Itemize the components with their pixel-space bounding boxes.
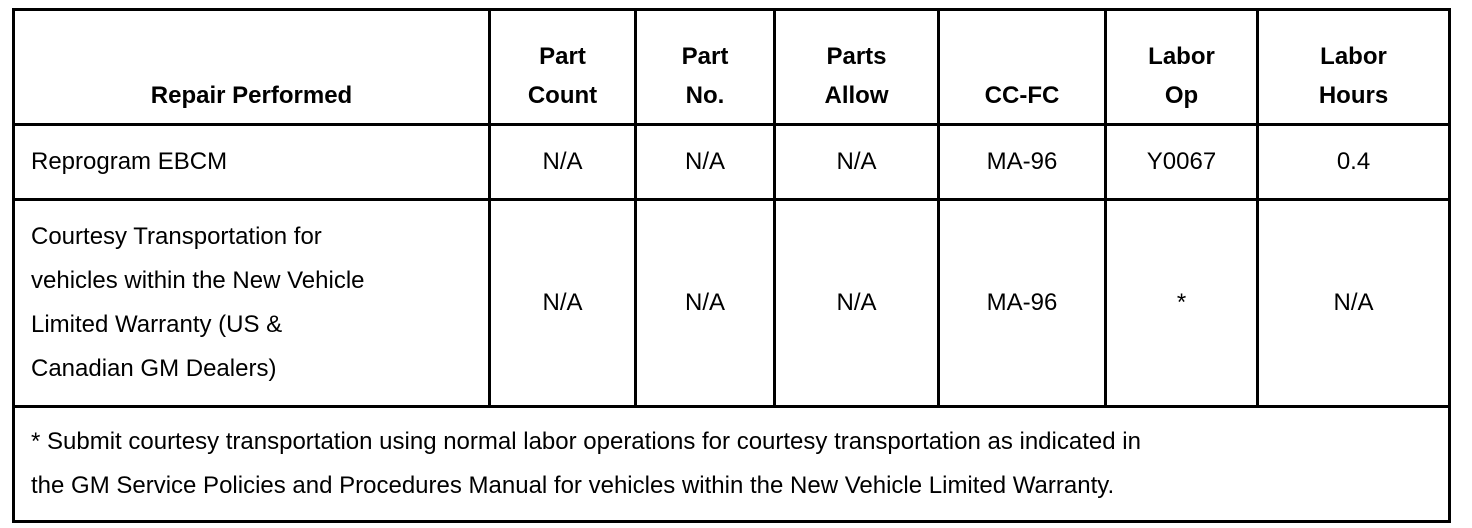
table-row: [14, 125, 1450, 200]
part-count-cell: N/A: [490, 125, 636, 200]
cc-fc-cell: MA-96: [939, 200, 1106, 407]
repair-line: vehicles within the New Vehicle: [31, 267, 365, 294]
labor-hours-cell: 0.4: [1258, 125, 1450, 200]
table-row: [14, 200, 1450, 407]
part-no-cell: N/A: [636, 125, 775, 200]
footnote-cell: [14, 407, 1450, 522]
part-count-cell: N/A: [490, 200, 636, 407]
header-repair-performed: Repair Performed: [14, 10, 490, 125]
parts-allow-cell: N/A: [775, 125, 939, 200]
repair-line: Canadian GM Dealers): [31, 355, 277, 382]
header-part-count: Part Count: [490, 10, 636, 125]
parts-allow-cell: N/A: [775, 200, 939, 407]
repair-line: Limited Warranty (US &: [31, 311, 283, 338]
header-row: [14, 10, 1450, 125]
part-no-cell: N/A: [636, 200, 775, 407]
header-labor-op: Labor Op: [1106, 10, 1258, 125]
footnote-line: the GM Service Policies and Procedures Manual for vehicles within the New Vehicle Limited Warranty.: [31, 472, 1115, 499]
labor-op-cell: *: [1106, 200, 1258, 407]
footnote-row: [14, 407, 1450, 522]
header-labor-hours: Labor Hours: [1258, 10, 1450, 125]
labor-hours-cell: N/A: [1258, 200, 1450, 407]
labor-op-cell: Y0067: [1106, 125, 1258, 200]
warranty-labor-table: [12, 8, 1451, 523]
header-part-no: Part No.: [636, 10, 775, 125]
header-cc-fc: CC-FC: [939, 10, 1106, 125]
repair-cell: Reprogram EBCM: [14, 125, 490, 200]
footnote-line: * Submit courtesy transportation using normal labor operations for courtesy transportation as indicated in: [31, 428, 1141, 455]
cc-fc-cell: MA-96: [939, 125, 1106, 200]
repair-line: Courtesy Transportation for: [31, 223, 322, 250]
header-parts-allow: Parts Allow: [775, 10, 939, 125]
repair-cell: [14, 200, 490, 407]
